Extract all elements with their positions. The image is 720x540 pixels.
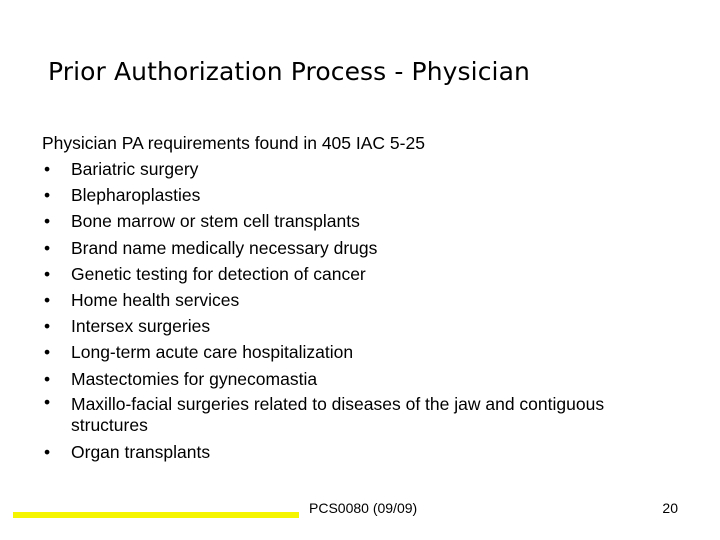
bullet-icon: • bbox=[44, 185, 51, 206]
slide-title: Prior Authorization Process - Physician bbox=[48, 57, 530, 86]
list-item-text: Blepharoplasties bbox=[71, 185, 201, 206]
bullet-icon: • bbox=[44, 159, 51, 179]
list-item-text: Home health services bbox=[71, 290, 240, 311]
intro-text: Physician PA requirements found in 405 IAC 5-25 bbox=[42, 133, 425, 153]
list-item bbox=[42, 261, 642, 287]
list-item-text: Organ transplants bbox=[71, 441, 211, 462]
bullet-icon: • bbox=[44, 263, 51, 284]
bullet-icon: • bbox=[44, 441, 51, 462]
list-item bbox=[42, 313, 642, 339]
bullet-list bbox=[42, 156, 642, 465]
list-item-text: Maxillo-facial surgeries related to diseases of the jaw and contiguous structures bbox=[71, 393, 605, 435]
bullet-icon: • bbox=[44, 237, 51, 258]
list-item-text: Genetic testing for detection of cancer bbox=[71, 263, 366, 284]
bullet-icon: • bbox=[44, 316, 51, 337]
list-item bbox=[42, 392, 642, 439]
list-item bbox=[42, 439, 642, 465]
footer-document-code: PCS0080 (09/09) bbox=[309, 500, 418, 516]
list-item bbox=[42, 339, 642, 365]
list-item bbox=[42, 366, 642, 392]
bullet-icon: • bbox=[44, 290, 51, 311]
bullet-icon: • bbox=[44, 368, 51, 389]
bullet-icon: • bbox=[44, 391, 51, 412]
list-item bbox=[42, 235, 642, 261]
bullet-icon: • bbox=[44, 211, 51, 232]
footer-accent-bar bbox=[13, 512, 299, 518]
list-item bbox=[42, 287, 642, 313]
list-item-text: Brand name medically necessary drugs bbox=[71, 237, 378, 258]
bullet-icon: • bbox=[44, 342, 51, 363]
list-item bbox=[42, 182, 642, 208]
list-item-text: Mastectomies for gynecomastia bbox=[71, 368, 318, 389]
list-item-text: Bone marrow or stem cell transplants bbox=[71, 211, 360, 232]
list-item-text: Long-term acute care hospitalization bbox=[71, 342, 354, 363]
list-item bbox=[42, 156, 642, 182]
list-item-text: Intersex surgeries bbox=[71, 316, 211, 337]
list-item-text: Bariatric surgery bbox=[71, 159, 199, 179]
list-item bbox=[42, 208, 642, 234]
page-number: 20 bbox=[662, 500, 678, 516]
